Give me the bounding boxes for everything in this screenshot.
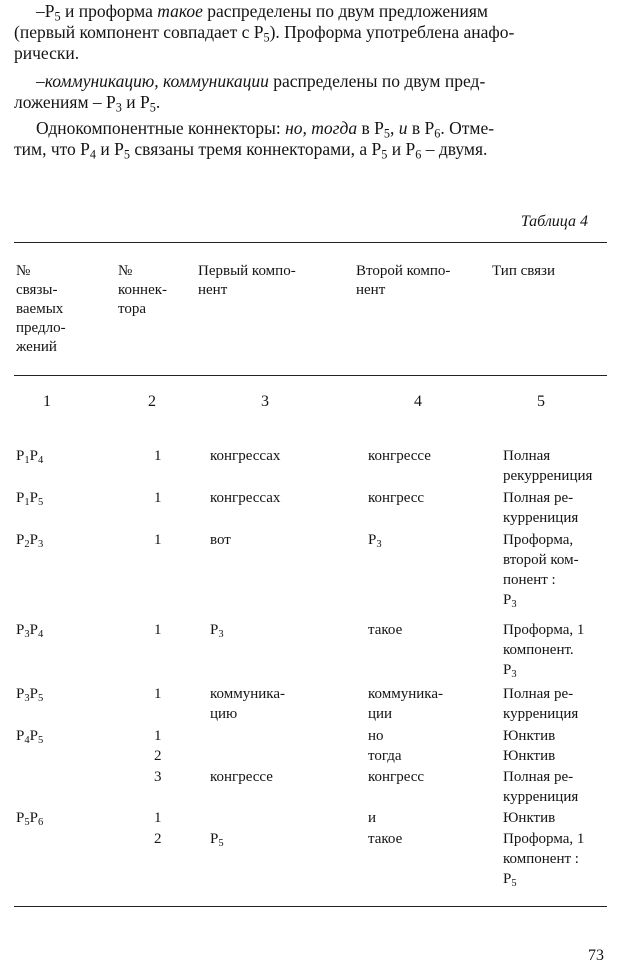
table-cell-second: конгрессе	[368, 448, 431, 464]
table-cell-second: такое	[368, 831, 403, 847]
table-cell-number: 1	[154, 686, 162, 702]
table-cell-pair: $P_1P_5$	[16, 490, 44, 509]
paragraph-1: $-P_5$ и проформа такое распределены по двум предложениям (первый компонент совпадает с $P_5$). Проформа употреблена анафо- рически.	[14, 1, 515, 63]
table-cell-number: 1	[154, 490, 162, 506]
table-bottom-rule	[14, 906, 607, 907]
table-cell-pair: $P_3P_5$	[16, 686, 44, 705]
column-number-5: 5	[537, 393, 545, 410]
table-cell-second: коммуника- ции	[368, 686, 443, 722]
column-number-1: 1	[43, 393, 51, 410]
table-top-rule	[14, 242, 607, 243]
table-cell-number: 2	[154, 748, 162, 764]
column-number-4: 4	[414, 393, 422, 410]
table-cell-pair: $P_3P_4$	[16, 622, 44, 641]
table-cell-type: Юнктив	[503, 728, 556, 744]
table-cell-first: вот	[210, 532, 231, 548]
table-cell-second: конгресс	[368, 769, 425, 785]
table-cell-second: тогда	[368, 748, 402, 764]
table-cell-number: 1	[154, 728, 162, 744]
table-cell-second: такое	[368, 622, 403, 638]
table-cell-type: Полная ре- куррениция	[503, 686, 579, 722]
paragraph-2: –коммуникацию, коммуникации распределены по двум пред- ложениям – $P_3$ и $P_5$.	[14, 71, 486, 115]
table-cell-first: $P_3$	[210, 622, 224, 641]
table-cell-second: и	[368, 810, 377, 826]
table-cell-first: конгрессе	[210, 769, 273, 785]
table-cell-type: Полная ре- куррениция	[503, 490, 579, 526]
table-cell-number: 3	[154, 769, 162, 785]
header-connector-number: № коннек- тора	[118, 263, 168, 317]
table-cell-number: 1	[154, 448, 162, 464]
table-cell-pair: $P_1P_4$	[16, 448, 44, 467]
page-number: 73	[588, 947, 604, 964]
table-cell-first: конгрессах	[210, 448, 281, 464]
table-cell-type: Юнктив	[503, 748, 556, 764]
table-cell-second: $P_3$	[368, 532, 382, 551]
table-cell-first: конгрессах	[210, 490, 281, 506]
header-pair: № связы- ваемых предло- жений	[16, 263, 66, 355]
table-cell-second: конгресс	[368, 490, 425, 506]
table-cell-type: Полная рекуррениция	[503, 448, 593, 484]
column-number-3: 3	[261, 393, 269, 410]
table-cell-number: 1	[154, 532, 162, 548]
table-cell-pair: $P_5P_6$	[16, 810, 44, 829]
table-cell-type: Проформа, 1 компонент : $P_5$	[503, 831, 585, 890]
table-cell-type: Проформа, второй ком- понент : $P_3$	[503, 532, 579, 611]
table-cell-number: 2	[154, 831, 162, 847]
table-cell-number: 1	[154, 810, 162, 826]
header-first-component: Первый компо- нент	[198, 263, 296, 298]
header-link-type: Тип связи	[492, 263, 555, 279]
table-cell-first: коммуника- цию	[210, 686, 285, 722]
table-cell-number: 1	[154, 622, 162, 638]
table-cell-pair: $P_4P_5$	[16, 728, 44, 747]
table-cell-second: но	[368, 728, 384, 744]
table-cell-type: Полная ре- куррениция	[503, 769, 579, 805]
table-cell-pair: $P_2P_3$	[16, 532, 44, 551]
table-cell-type: Юнктив	[503, 810, 556, 826]
header-second-component: Второй компо- нент	[356, 263, 451, 298]
table-cell-first: $P_5$	[210, 831, 224, 850]
table-cell-type: Проформа, 1 компонент. $P_3$	[503, 622, 585, 681]
column-number-2: 2	[148, 393, 156, 410]
paragraph-3: Однокомпонентные коннекторы: но, тогда в $P_5$, и в $P_6$. Отме- тим, что $P_4$ и $P_5$ связаны тремя коннекторами, а $P_5$ и $P_6$ – двумя.	[14, 118, 495, 162]
table-caption: Таблица 4	[520, 213, 588, 230]
table-header-rule	[14, 375, 607, 376]
